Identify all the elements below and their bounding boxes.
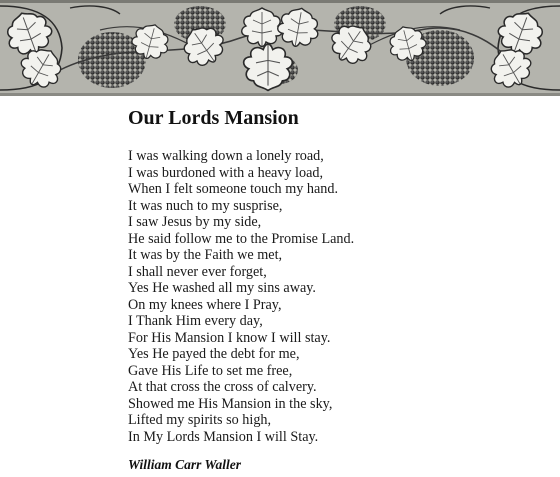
poem-line: I shall never ever forget, <box>128 263 267 280</box>
poem-author: William Carr Waller <box>128 457 242 472</box>
poem-line: Lifted my spirits so high, <box>128 412 272 428</box>
poem-line: On my knees where I Pray, <box>128 296 282 313</box>
poem-line: Showed me His Mansion in the sky, <box>128 395 333 412</box>
poem-line: I was walking down a lonely road, <box>128 148 324 164</box>
poem-line: Yes He payed the debt for me, <box>128 346 300 362</box>
poem-line: He said follow me to the Promise Land. <box>128 230 355 247</box>
poem-line: I was burdoned with a heavy load, <box>128 164 324 181</box>
poem-body <box>128 148 354 445</box>
oak-leaf-banner-icon <box>0 0 560 96</box>
poem-line: It was by the Faith we met, <box>128 247 283 263</box>
poem-line: It was nuch to my susprise, <box>128 197 283 214</box>
poem-line: I saw Jesus by my side, <box>128 214 262 230</box>
poem-line: In My Lords Mansion I will Stay. <box>128 428 319 445</box>
poem-line: For His Mansion I know I will stay. <box>128 329 331 346</box>
poem-line: Gave His Life to set me free, <box>128 362 293 379</box>
poem-line: When I felt someone touch my hand. <box>128 181 338 197</box>
poem-title: Our Lords Mansion <box>128 107 299 129</box>
poem-line: Yes He washed all my sins away. <box>128 280 316 296</box>
decorative-banner <box>0 0 560 96</box>
poem-line: I Thank Him every day, <box>128 313 263 329</box>
poem-line: At that cross the cross of calvery. <box>128 379 317 395</box>
